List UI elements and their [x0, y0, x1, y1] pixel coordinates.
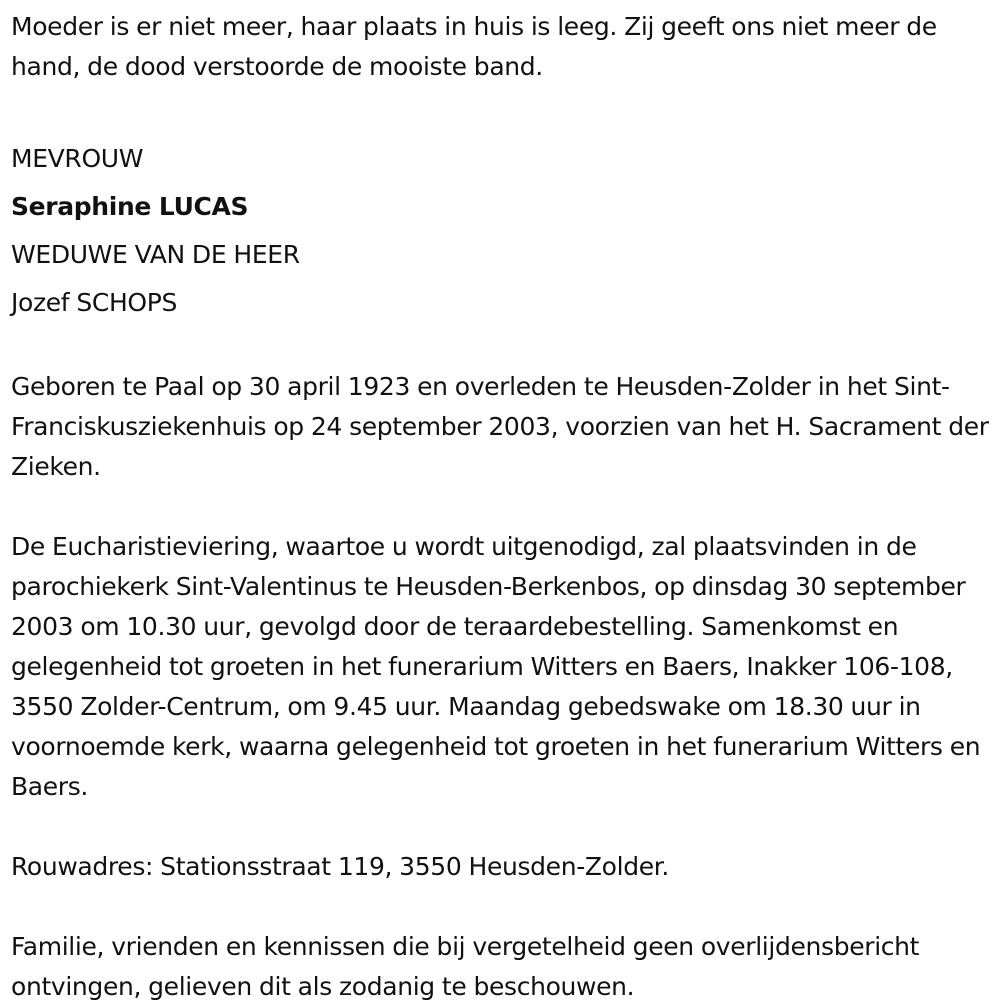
death-notice: [11, 7, 996, 1007]
deceased-name: Seraphine LUCAS: [11, 192, 249, 221]
closing-paragraph: Familie, vrienden en kennissen die bij vergetelheid geen overlijdensbericht ontvingen, gelieven dit als zodanig te beschouwen.: [11, 932, 920, 1001]
spouse-name: Jozef SCHOPS: [11, 288, 177, 317]
honorific: MEVROUW: [11, 144, 144, 173]
address-paragraph: Rouwadres: Stationsstraat 119, 3550 Heusden-Zolder.: [11, 852, 669, 881]
birth-death-paragraph: Geboren te Paal op 30 april 1923 en overleden te Heusden-Zolder in het Sint-Franciskusziekenhuis op 24 september 2003, voorzien van het H. Sacrament der Zieken.: [11, 372, 989, 481]
poem-paragraph: Moeder is er niet meer, haar plaats in huis is leeg. Zij geeft ons niet meer de hand, de dood verstoorde de mooiste band.: [11, 12, 937, 81]
relation-line: WEDUWE VAN DE HEER: [11, 240, 300, 269]
ceremony-paragraph: De Eucharistieviering, waartoe u wordt uitgenodigd, zal plaatsvinden in de parochiekerk Sint-Valentinus te Heusden-Berkenbos, op dinsdag 30 september 2003 om 10.30 uur, gevolgd door de teraardebestelling. Samenkomst en gelegenheid tot groeten in het funerarium Witters en Baers, Inakker 106-108, 3550 Zolder-Centrum, om 9.45 uur. Maandag gebedswake om 18.30 uur in voornoemde kerk, waarna gelegenheid tot groeten in het funerarium Witters en Baers.: [11, 532, 981, 801]
